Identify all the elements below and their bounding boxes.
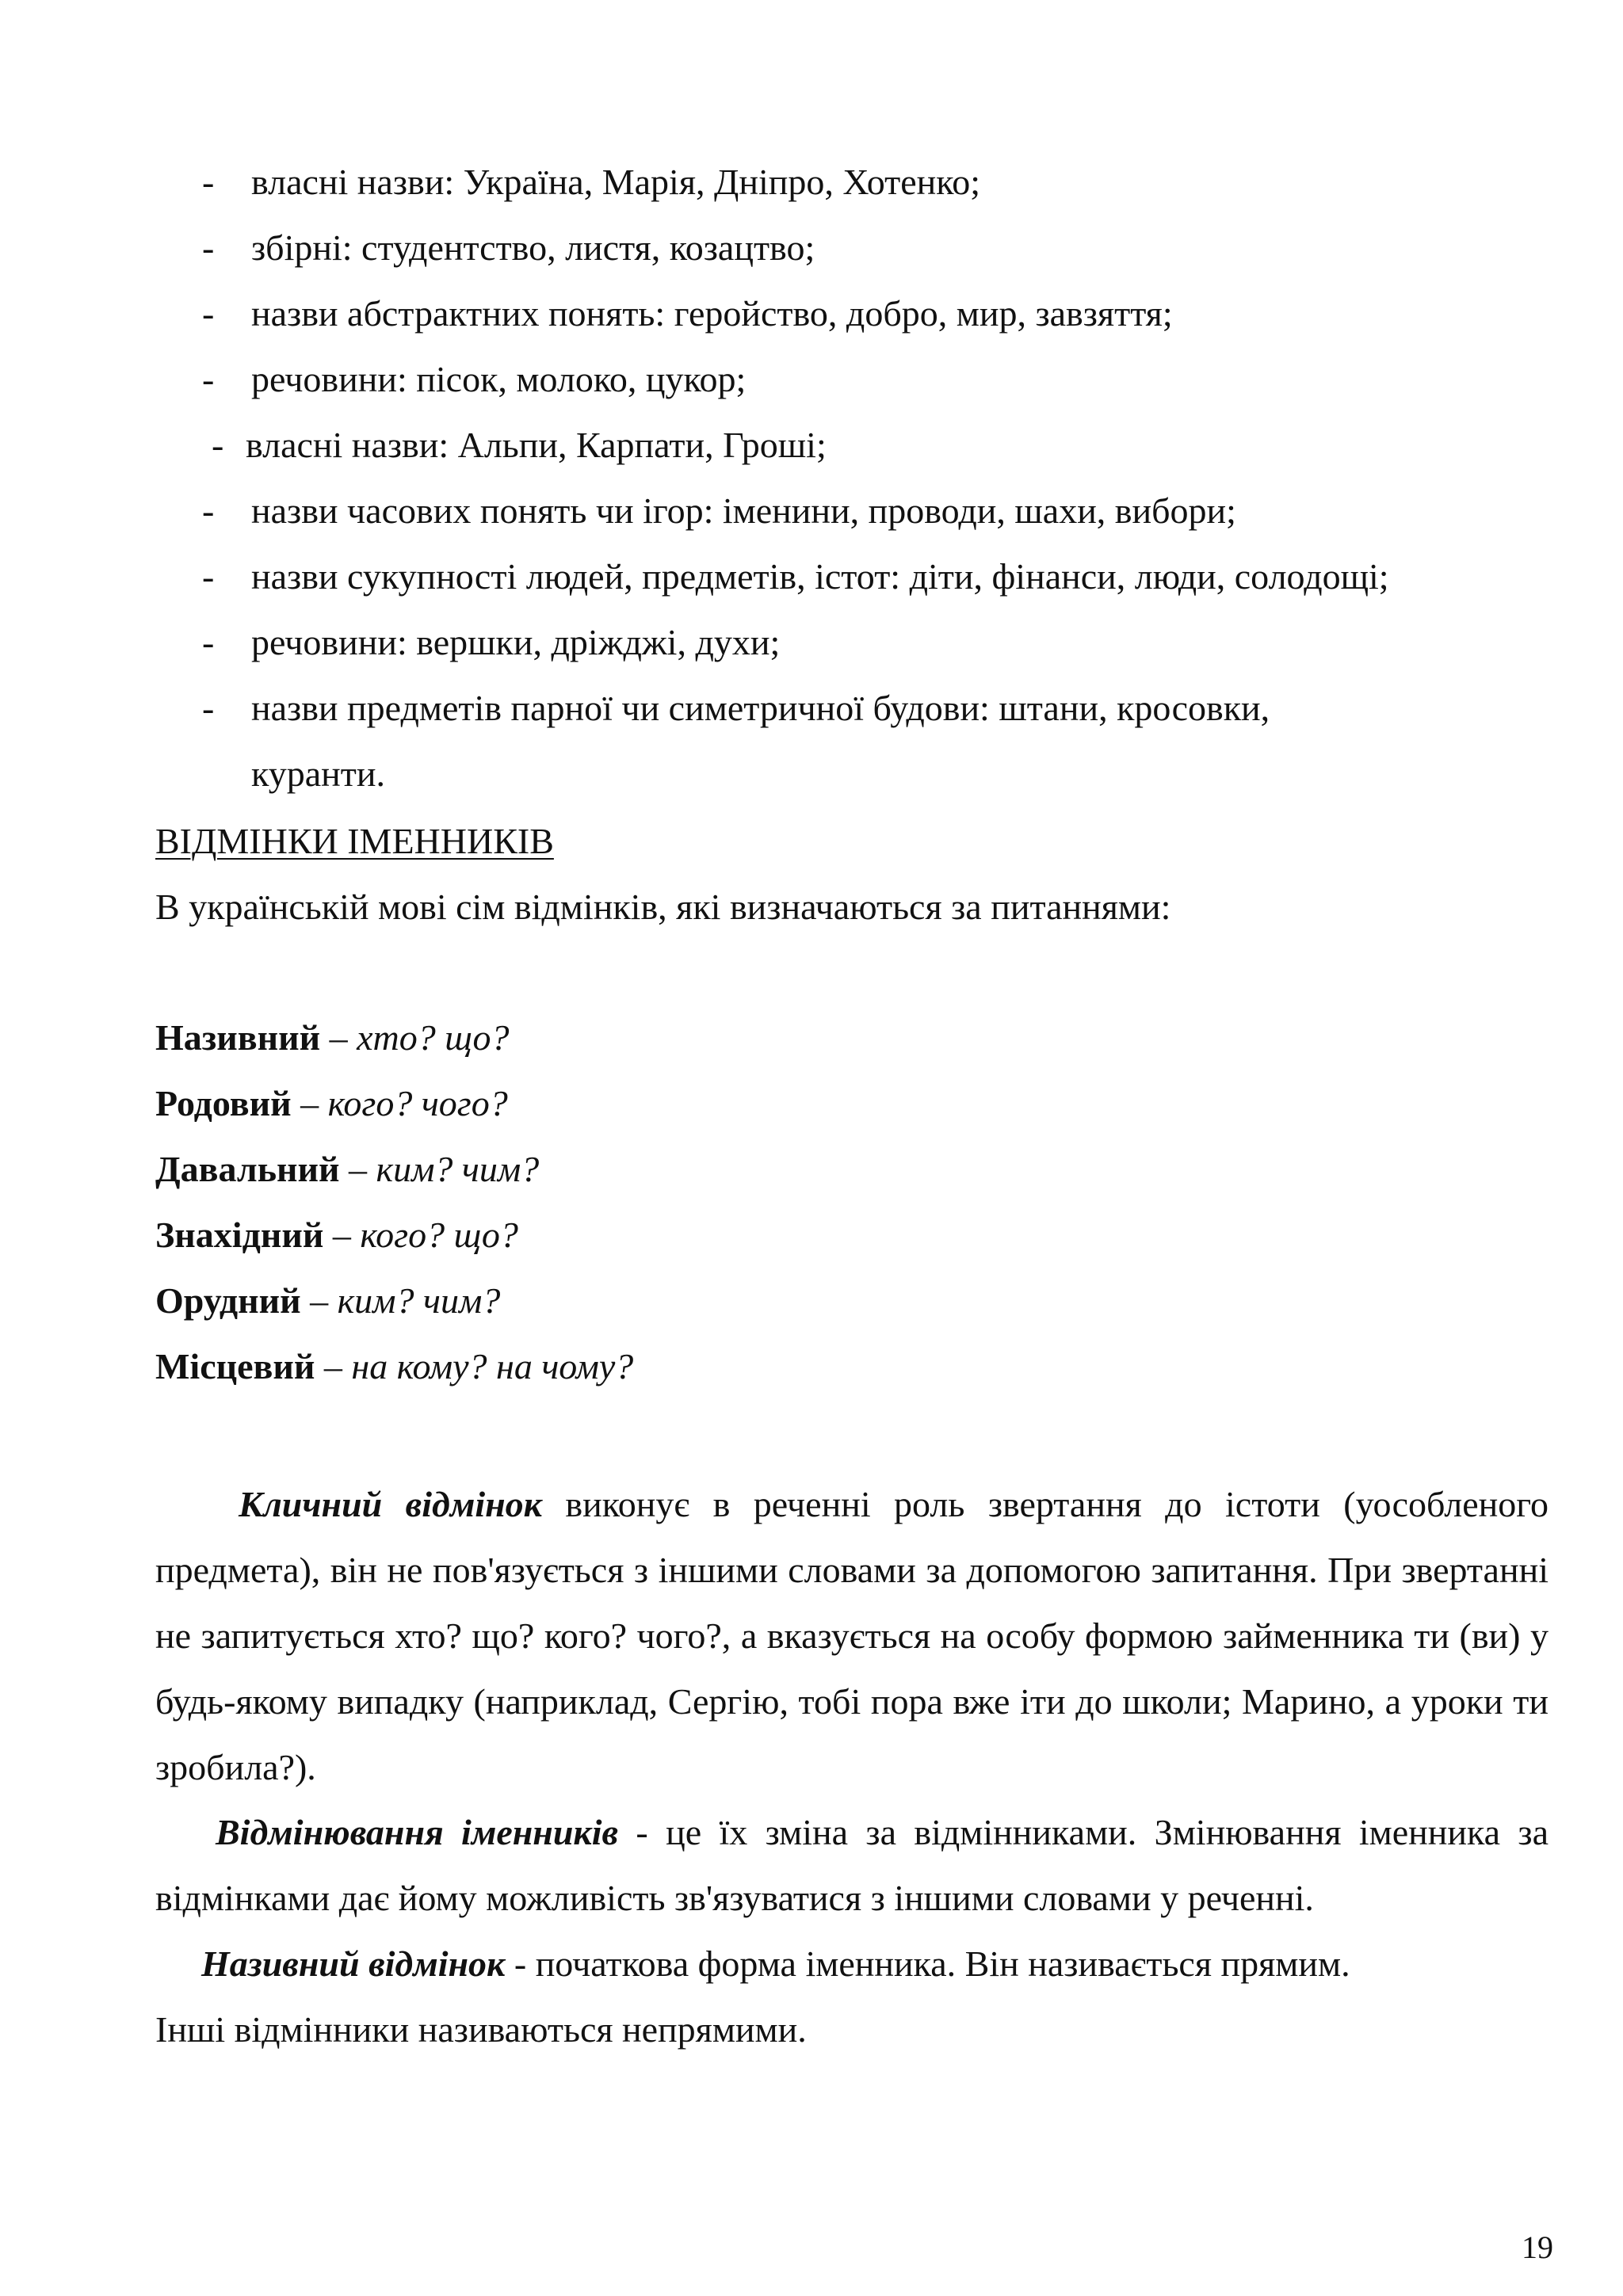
case-questions: кого? чого? bbox=[327, 1083, 508, 1123]
term: Відмінювання іменників bbox=[216, 1812, 619, 1852]
case-row: Знахідний – кого? що? bbox=[155, 1215, 518, 1255]
case-name: Родовий bbox=[155, 1083, 292, 1123]
declension-paragraph: Відмінювання іменників - це їх зміна за відмінниками. Змінювання іменника за відмінками дає йому можливість зв'язуватися з іншими словами у реченні. bbox=[155, 1812, 1549, 1918]
list-item: - збірні: студентство, листя, козацтво; bbox=[202, 227, 815, 268]
list-item: - власні назви: Україна, Марія, Дніпро, Хотенко; bbox=[202, 162, 981, 202]
list-item: - назви абстрактних понять: геройство, добро, мир, завзяття; bbox=[202, 293, 1173, 334]
case-row: Місцевий – на кому? на чому? bbox=[155, 1346, 634, 1386]
case-row: Орудний – ким? чим? bbox=[155, 1280, 501, 1321]
case-row: Давальний – ким? чим? bbox=[155, 1149, 540, 1189]
case-name: Орудний bbox=[155, 1280, 301, 1321]
list-item: - назви часових понять чи ігор: іменини, проводи, шахи, вибори; bbox=[202, 490, 1236, 531]
section-heading: ВІДМІНКИ ІМЕННИКІВ bbox=[155, 821, 554, 861]
cases-list bbox=[155, 1011, 633, 1405]
nominative-paragraph: Називний відмінок - початкова форма іменника. Він називається прямим. Інші відмінники називаються непрямими. bbox=[155, 1943, 1350, 2050]
page-number: 19 bbox=[1522, 2229, 1553, 2265]
case-name: Давальний bbox=[155, 1149, 340, 1189]
case-name: Називний bbox=[155, 1017, 321, 1058]
intro-text: В українській мові сім відмінків, які визначаються за питаннями: bbox=[155, 887, 1171, 927]
list-item: - речовини: пісок, молоко, цукор; bbox=[202, 359, 747, 399]
case-questions: на кому? на чому? bbox=[351, 1346, 634, 1386]
list-item-continuation: куранти. bbox=[251, 753, 385, 794]
term: Кличний відмінок bbox=[239, 1484, 542, 1524]
case-questions: ким? чим? bbox=[376, 1149, 540, 1189]
term: Називний відмінок bbox=[201, 1943, 506, 1984]
list-item: - речовини: вершки, дріжджі, духи; bbox=[202, 622, 781, 662]
list-item: - назви сукупності людей, предметів, істот: діти, фінанси, люди, солодощі; bbox=[202, 556, 1389, 597]
vocative-paragraph: Кличний відмінок виконує в реченні роль звертання до істоти (уособленого предмета), він не пов'язується з іншими словами за допомогою запитання. При звертанні не запитується хто? що? кого? чого?, а вказується на особу формою займенника ти (ви) у будь-якому випадку (наприклад, Сергію, тобі пора вже іти до школи; Марино, а уроки ти зробила?). bbox=[155, 1484, 1549, 1787]
case-row: Родовий – кого? чого? bbox=[155, 1083, 508, 1123]
noun-examples-list bbox=[202, 155, 1549, 813]
case-questions: ким? чим? bbox=[337, 1280, 501, 1321]
case-questions: хто? що? bbox=[357, 1017, 510, 1058]
case-row: Називний – хто? що? bbox=[155, 1017, 510, 1058]
case-questions: кого? що? bbox=[360, 1215, 518, 1255]
list-item: - назви предметів парної чи симетричної будови: штани, кросовки, bbox=[202, 688, 1270, 728]
case-name: Знахідний bbox=[155, 1215, 324, 1255]
list-item: - власні назви: Альпи, Карпати, Гроші; bbox=[212, 425, 827, 465]
case-name: Місцевий bbox=[155, 1346, 315, 1386]
